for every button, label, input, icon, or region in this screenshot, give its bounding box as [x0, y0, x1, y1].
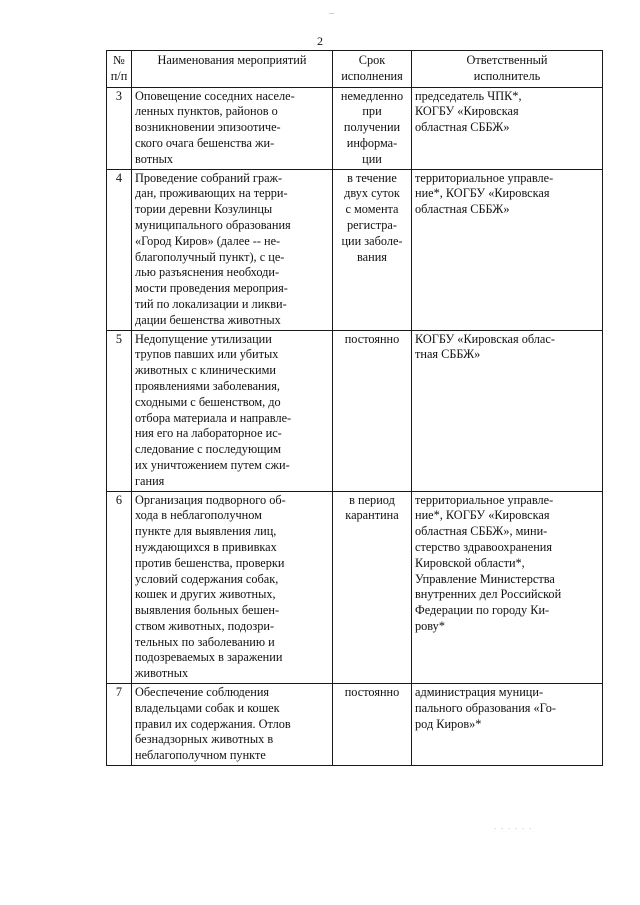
measure-name-cell-line: вотных	[135, 151, 174, 166]
measure-name-cell-line: следование с последующим	[135, 442, 281, 457]
deadline-cell-line: получении	[343, 120, 401, 135]
measure-name-cell-line: животных с клиническими	[135, 363, 276, 378]
measure-name-cell	[132, 330, 333, 491]
scan-artifact-mark: ∙ ∙ ∙ ∙ ∙ ∙	[494, 824, 533, 835]
responsible-cell-line: род Киров»*	[415, 716, 482, 731]
deadline-cell-line: при	[362, 104, 382, 119]
measure-name-cell-line: выявления больных бешен-	[135, 603, 280, 618]
measure-name-cell-line: мости проведения мероприя-	[135, 281, 288, 296]
deadline-cell	[333, 87, 412, 169]
responsible-cell-line: председатель ЧПК*,	[415, 88, 522, 103]
responsible-cell-line: Кировской области*,	[415, 555, 525, 570]
measure-name-cell-line: Оповещение соседних населе-	[135, 88, 295, 103]
responsible-cell-line: внутренних дел Российской	[415, 587, 562, 602]
row-number-cell: 7	[107, 684, 132, 766]
deadline-cell-line: вания	[357, 249, 387, 264]
measure-name-cell-line: отбора материала и направле-	[135, 410, 292, 425]
measure-name-cell-line: дан, проживающих на терри-	[135, 186, 288, 201]
responsible-cell	[412, 87, 603, 169]
deadline-cell-line: информа-	[346, 135, 398, 150]
header-number	[107, 51, 132, 88]
measure-name-cell-line: возникновении эпизоотиче-	[135, 120, 281, 135]
measure-name-cell-line: подозреваемых в заражении	[135, 650, 283, 665]
deadline-cell	[333, 169, 412, 330]
deadline-cell-line: немедленно	[340, 88, 404, 103]
responsible-cell-line: тная СББЖ»	[415, 347, 481, 362]
measure-name-cell-line: правил их содержания. Отлов	[135, 716, 291, 731]
header-deadline	[333, 51, 412, 88]
measure-name-cell-line: проявлениями заболевания,	[135, 378, 280, 393]
page-number: 2	[317, 34, 323, 48]
responsible-cell	[412, 684, 603, 766]
measure-name-cell-line: неблагополучном пункте	[135, 748, 266, 763]
responsible-cell-line: Федерации по городу Ки-	[415, 603, 550, 618]
responsible-cell	[412, 491, 603, 684]
table-row	[107, 330, 603, 491]
responsible-cell-line: Управление Министерства	[415, 571, 555, 586]
measure-name-cell-line: ского очага бешенства жи-	[135, 135, 275, 150]
measure-name-cell-line: тельных по заболеванию и	[135, 634, 275, 649]
responsible-cell	[412, 330, 603, 491]
table-header-row	[107, 51, 603, 88]
responsible-cell-line: КОГБУ «Кировская	[415, 104, 519, 119]
measure-name-cell-line: лью разъяснения необходи-	[135, 265, 280, 280]
responsible-cell-line: территориальное управле-	[415, 170, 554, 185]
header-deadline-line: Срок	[358, 53, 386, 67]
deadline-cell-line: ции заболе-	[341, 233, 403, 248]
header-number-line: п/п	[110, 68, 128, 83]
responsible-cell-line: областная СББЖ»	[415, 202, 510, 217]
table-row	[107, 684, 603, 766]
responsible-cell-line: областная СББЖ»	[415, 120, 510, 135]
measures-table	[106, 50, 603, 766]
measure-name-cell	[132, 684, 333, 766]
responsible-cell-line: областная СББЖ», мини-	[415, 524, 548, 539]
measure-name-cell-line: Организация подворного об-	[135, 492, 286, 507]
deadline-cell-line: двух суток	[344, 186, 400, 201]
header-responsible-line: исполнитель	[473, 68, 541, 83]
header-responsible-line: Ответственный	[466, 53, 548, 67]
header-number-line: №	[113, 53, 125, 67]
deadline-cell-line: в период	[349, 492, 395, 507]
responsible-cell-line: администрация муници-	[415, 685, 544, 700]
deadline-cell-line: в течение	[347, 170, 397, 185]
measure-name-cell-line: ния его на лабораторное ис-	[135, 426, 282, 441]
row-number-cell: 5	[107, 330, 132, 491]
row-number-cell: 3	[107, 87, 132, 169]
measure-name-cell-line: дации бешенства животных	[135, 312, 281, 327]
deadline-cell-line: карантина	[345, 508, 399, 523]
measure-name-cell-line: муниципального образования	[135, 217, 291, 232]
deadline-cell	[333, 330, 412, 491]
measure-name-cell-line: хода в неблагополучном	[135, 508, 262, 523]
measure-name-cell-line: тий по локализации и ликви-	[135, 296, 287, 311]
measure-name-cell-line: ленных пунктов, районов о	[135, 104, 278, 119]
deadline-cell-line: с момента	[345, 202, 399, 217]
measure-name-cell-line: сходными с бешенством, до	[135, 394, 281, 409]
measure-name-cell-line: условий содержания собак,	[135, 571, 279, 586]
responsible-cell-line: ние*, КОГБУ «Кировская	[415, 508, 550, 523]
scan-tick-mark: –	[329, 8, 334, 19]
measure-name-cell-line: Обеспечение соблюдения	[135, 685, 270, 700]
measure-name-cell-line: животных	[135, 666, 189, 681]
row-number-cell: 6	[107, 491, 132, 684]
responsible-cell-line: рову*	[415, 618, 445, 633]
deadline-cell	[333, 684, 412, 766]
measure-name-cell-line: пункте для выявления лиц,	[135, 524, 277, 539]
header-measure-name-line: Наименования мероприятий	[157, 53, 307, 67]
measure-name-cell-line: Проведение собраний граж-	[135, 170, 283, 185]
table-row	[107, 169, 603, 330]
measures-table-container	[106, 50, 603, 766]
measure-name-cell-line: безнадзорных животных в	[135, 732, 274, 747]
measure-name-cell-line: владельцами собак и кошек	[135, 700, 280, 715]
measure-name-cell-line: благополучный пункт), с це-	[135, 249, 285, 264]
deadline-cell-line: ции	[362, 151, 382, 166]
deadline-cell-line: постоянно	[344, 331, 400, 346]
responsible-cell-line: стерство здравоохранения	[415, 539, 553, 554]
measure-name-cell-line: Недопущение утилизации	[135, 331, 272, 346]
measure-name-cell-line: «Город Киров» (далее -- не-	[135, 233, 281, 248]
responsible-cell	[412, 169, 603, 330]
measure-name-cell-line: нуждающихся в прививках	[135, 539, 277, 554]
header-responsible	[412, 51, 603, 88]
measure-name-cell-line: кошек и других животных,	[135, 587, 276, 602]
table-row	[107, 491, 603, 684]
header-measure-name	[132, 51, 333, 88]
measure-name-cell-line: трупов павших или убитых	[135, 347, 279, 362]
measure-name-cell	[132, 169, 333, 330]
measure-name-cell	[132, 491, 333, 684]
responsible-cell-line: пального образования «Го-	[415, 700, 556, 715]
table-row	[107, 87, 603, 169]
deadline-cell-line: регистра-	[347, 217, 397, 232]
measure-name-cell-line: их уничтожением путем сжи-	[135, 457, 290, 472]
measure-name-cell-line: гания	[135, 473, 165, 488]
row-number-cell: 4	[107, 169, 132, 330]
measure-name-cell-line: тории деревни Козулинцы	[135, 202, 273, 217]
measure-name-cell-line: против бешенства, проверки	[135, 555, 285, 570]
measure-name-cell-line: ством животных, подозри-	[135, 618, 275, 633]
deadline-cell	[333, 491, 412, 684]
responsible-cell-line: ние*, КОГБУ «Кировская	[415, 186, 550, 201]
table-body	[107, 87, 603, 765]
deadline-cell-line: постоянно	[344, 685, 400, 700]
responsible-cell-line: КОГБУ «Кировская облас-	[415, 331, 555, 346]
responsible-cell-line: территориальное управле-	[415, 492, 554, 507]
measure-name-cell	[132, 87, 333, 169]
header-deadline-line: исполнения	[341, 68, 403, 83]
